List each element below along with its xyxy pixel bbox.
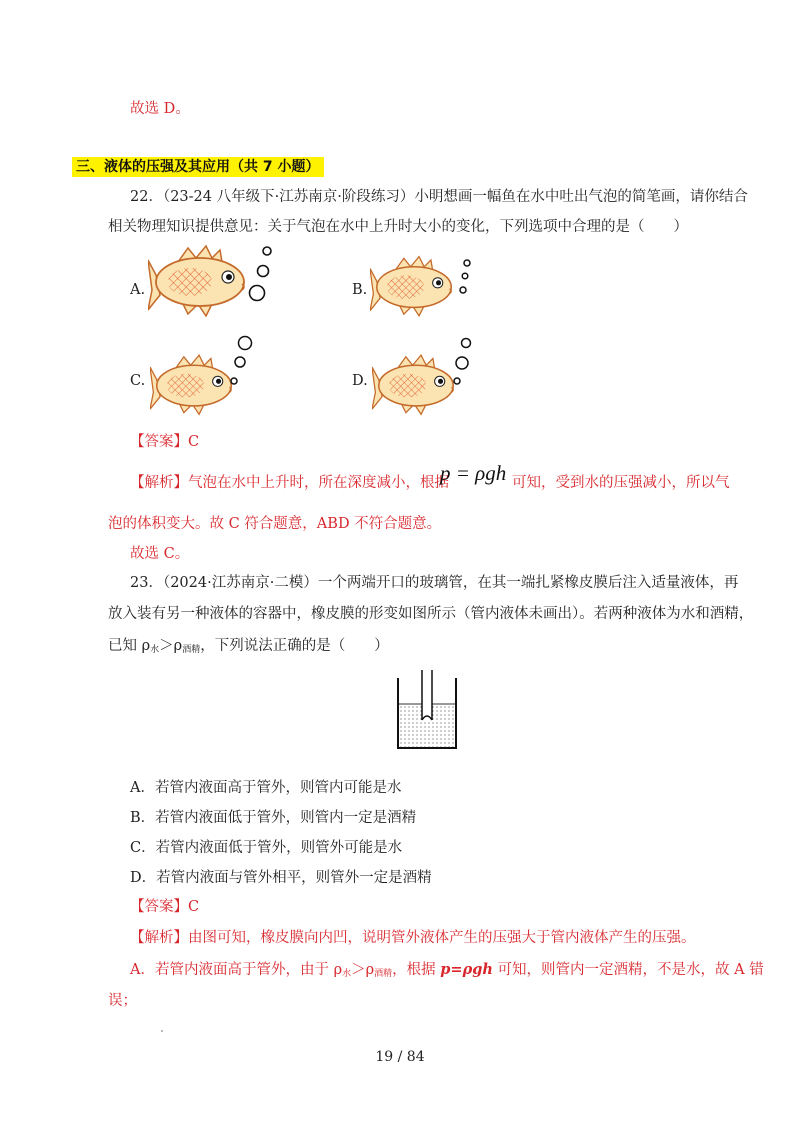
bubbles-c [225, 335, 260, 390]
q23-option-d: D．若管内液面与管外相平，则管外一定是酒精 [130, 870, 432, 886]
q23-stem-line1: 23．（2024·江苏南京·二模）一个两端开口的玻璃管，在其一端扎紧橡皮膜后注入适量液体，再 [130, 575, 739, 591]
q23-stem-suffix: ，下列说法正确的是（ ） [200, 638, 389, 654]
q23-analysis-gt: ＞ρ [351, 962, 375, 978]
q23-option-a: A．若管内液面高于管外，则管内可能是水 [130, 780, 402, 796]
q23-gt: ＞ρ [159, 638, 183, 654]
q23-option-b: B．若管内液面低于管外，则管内一定是酒精 [130, 810, 417, 826]
q22-option-d-label: D. [352, 373, 368, 389]
bubbles-d [448, 335, 478, 390]
q23-analysis-line3: 误； [108, 993, 137, 1009]
q23-rho-prefix: 已知 ρ [108, 638, 151, 654]
q22-analysis-prefix: 【解析】气泡在水中上升时，所在深度减小，根据 [130, 475, 449, 491]
q23-analysis2-suffix: 可知，则管内一定酒精，不是水，故 A 错 [492, 962, 764, 978]
q23-analysis2-formula: p=ρgh [440, 961, 493, 978]
bubbles-a [245, 244, 275, 304]
page-number: 19 / 84 [375, 1049, 425, 1065]
q23-stem-line3 [108, 636, 389, 660]
q22-analysis-suffix: 可知，受到水的压强减小，所以气 [512, 475, 730, 491]
q22-conclusion: 故选 C。 [130, 546, 190, 562]
q23-analysis-sub-water: 水 [342, 969, 352, 979]
q23-option-c: C．若管内液面低于管外，则管外可能是水 [130, 840, 403, 856]
q23-sub-alcohol: 酒精 [182, 645, 201, 655]
q23-analysis-sub-alcohol: 酒精 [374, 969, 393, 979]
q22-option-b-label: B. [352, 282, 368, 298]
q23-analysis2-prefix: A．若管内液面高于管外，由于 ρ [130, 962, 343, 978]
q23-analysis2-mid: ，根据 [392, 962, 441, 978]
q22-stem-line2: 相关物理知识提供意见：关于气泡在水中上升时大小的变化，下列选项中合理的是（ ） [108, 219, 688, 235]
decorative-dot [161, 1030, 163, 1032]
q22-option-a-label: A. [130, 282, 146, 298]
section-title: 三、液体的压强及其应用（共 7 小题） [72, 157, 324, 177]
tube-container-diagram [392, 670, 462, 752]
q22-stem-line1: 22．（23-24 八年级下·江苏南京·阶段练习）小明想画一幅鱼在水中吐出气泡的简笔画，请你结合 [130, 189, 748, 205]
bubbles-b [455, 258, 475, 298]
prev-conclusion: 故选 D。 [130, 101, 190, 117]
q22-formula: p = ρgh [440, 461, 507, 485]
q22-option-c-label: C. [130, 373, 146, 389]
q23-analysis-line1: 【解析】由图可知，橡皮膜向内凹，说明管外液体产生的压强大于管内液体产生的压强。 [130, 930, 696, 946]
q22-analysis-line2: 泡的体积变大。故 C 符合题意，ABD 不符合题意。 [108, 516, 442, 532]
q23-sub-water: 水 [150, 645, 160, 655]
q22-answer: 【答案】C [130, 434, 200, 450]
q23-stem-line2: 放入装有另一种液体的容器中，橡皮膜的形变如图所示（管内液体未画出）。若两种液体为水和酒精， [108, 606, 754, 622]
q23-answer: 【答案】C [130, 899, 200, 915]
q23-analysis-line2 [130, 960, 764, 984]
